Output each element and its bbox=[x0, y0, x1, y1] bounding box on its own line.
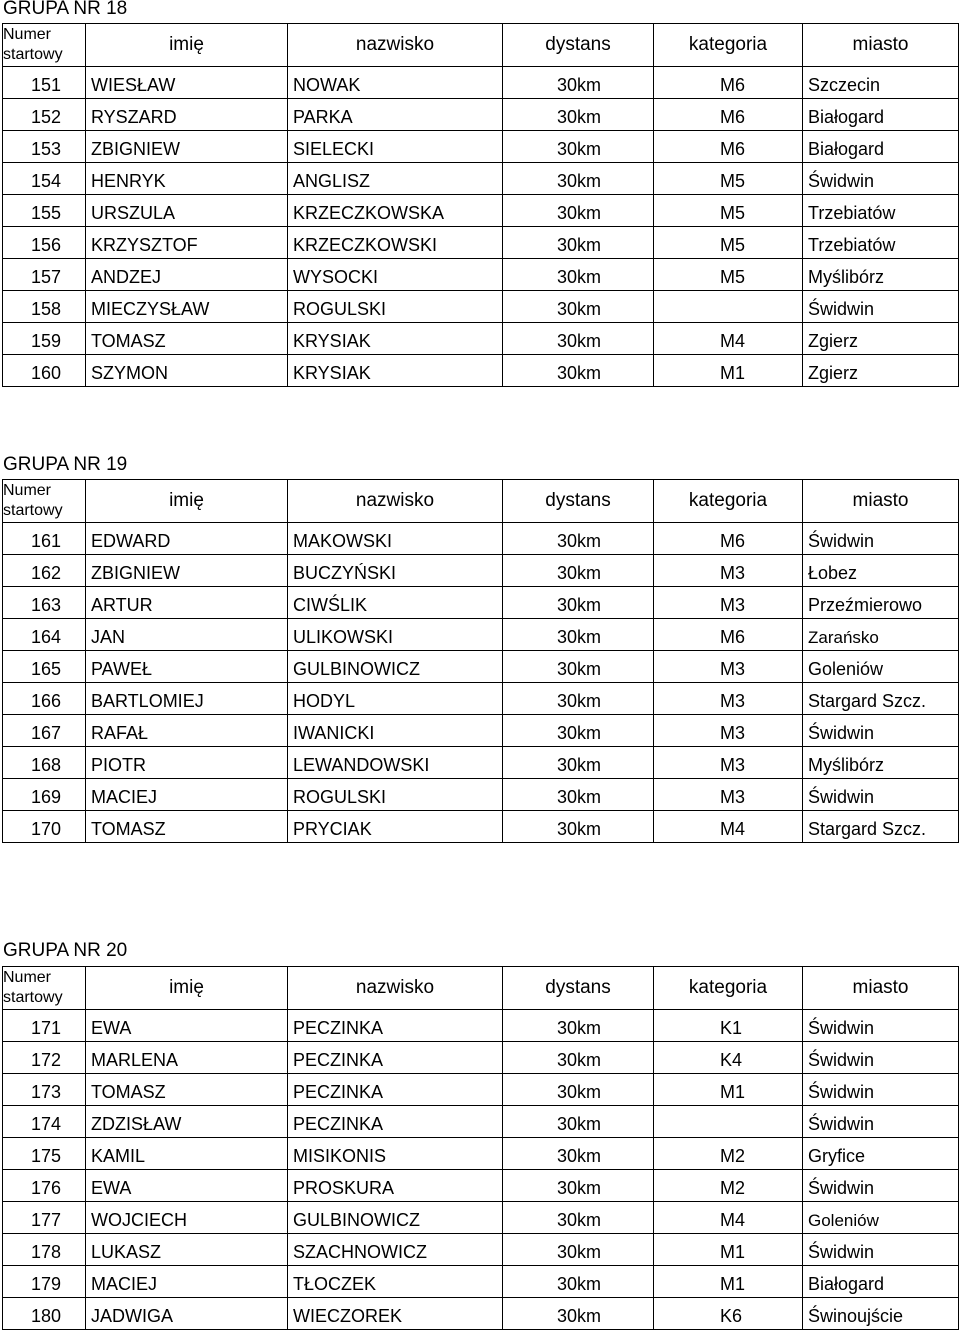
first-name-cell: ZBIGNIEW bbox=[86, 131, 288, 163]
first-name-cell: WOJCIECH bbox=[86, 1202, 288, 1234]
header-row bbox=[3, 967, 959, 1010]
start-number-cell: 152 bbox=[3, 99, 86, 131]
city-cell: Świdwin bbox=[803, 1234, 959, 1266]
first-name-cell: KRZYSZTOF bbox=[86, 227, 288, 259]
first-name-cell: TOMASZ bbox=[86, 811, 288, 843]
start-number-cell: 153 bbox=[3, 131, 86, 163]
header-row bbox=[3, 24, 959, 67]
distance-cell: 30km bbox=[503, 523, 654, 555]
first-name-cell: LUKASZ bbox=[86, 1234, 288, 1266]
header-start-number bbox=[3, 967, 86, 1010]
header-start-number bbox=[3, 480, 86, 523]
city-cell: Stargard Szcz. bbox=[803, 683, 959, 715]
category-cell: K6 bbox=[654, 1298, 803, 1330]
category-cell: M3 bbox=[654, 683, 803, 715]
first-name-cell: ARTUR bbox=[86, 587, 288, 619]
last-name-cell: MISIKONIS bbox=[288, 1138, 503, 1170]
header-start-number-line2: startowy bbox=[3, 989, 63, 1006]
header-last-name: nazwisko bbox=[288, 967, 503, 1010]
table-row bbox=[3, 1042, 959, 1074]
first-name-cell: RYSZARD bbox=[86, 99, 288, 131]
first-name-cell: ZDZISŁAW bbox=[86, 1106, 288, 1138]
last-name-cell: KRYSIAK bbox=[288, 323, 503, 355]
city-cell: Białogard bbox=[803, 99, 959, 131]
category-cell: M6 bbox=[654, 523, 803, 555]
table-row bbox=[3, 1138, 959, 1170]
header-start-number bbox=[3, 24, 86, 67]
header-last-name: nazwisko bbox=[288, 24, 503, 67]
table-row bbox=[3, 1010, 959, 1042]
table-row bbox=[3, 1202, 959, 1234]
city-cell: Białogard bbox=[803, 131, 959, 163]
table-row bbox=[3, 291, 959, 323]
category-cell: M6 bbox=[654, 67, 803, 99]
city-cell: Gryfice bbox=[803, 1138, 959, 1170]
last-name-cell: GULBINOWICZ bbox=[288, 651, 503, 683]
category-cell bbox=[654, 1106, 803, 1138]
first-name-cell: WIESŁAW bbox=[86, 67, 288, 99]
start-number-cell: 175 bbox=[3, 1138, 86, 1170]
group-title: GRUPA NR 18 bbox=[3, 0, 128, 19]
start-number-cell: 178 bbox=[3, 1234, 86, 1266]
table-row bbox=[3, 779, 959, 811]
last-name-cell: PARKA bbox=[288, 99, 503, 131]
category-cell: M4 bbox=[654, 323, 803, 355]
start-number-cell: 179 bbox=[3, 1266, 86, 1298]
first-name-cell: ANDZEJ bbox=[86, 259, 288, 291]
category-cell: M1 bbox=[654, 1074, 803, 1106]
category-cell: M5 bbox=[654, 195, 803, 227]
first-name-cell: MACIEJ bbox=[86, 779, 288, 811]
first-name-cell: EDWARD bbox=[86, 523, 288, 555]
last-name-cell: PECZINKA bbox=[288, 1010, 503, 1042]
city-cell: Świdwin bbox=[803, 1170, 959, 1202]
first-name-cell: BARTLOMIEJ bbox=[86, 683, 288, 715]
city-cell: Świdwin bbox=[803, 163, 959, 195]
start-number-cell: 177 bbox=[3, 1202, 86, 1234]
distance-cell: 30km bbox=[503, 1266, 654, 1298]
header-distance: dystans bbox=[503, 24, 654, 67]
last-name-cell: KRZECZKOWSKI bbox=[288, 227, 503, 259]
last-name-cell: BUCZYŃSKI bbox=[288, 555, 503, 587]
city-cell: Myślibórz bbox=[803, 259, 959, 291]
city-cell: Świdwin bbox=[803, 523, 959, 555]
table-row bbox=[3, 1170, 959, 1202]
start-number-cell: 151 bbox=[3, 67, 86, 99]
city-cell: Zgierz bbox=[803, 355, 959, 387]
table-row bbox=[3, 1266, 959, 1298]
group-title: GRUPA NR 19 bbox=[3, 454, 128, 475]
last-name-cell: NOWAK bbox=[288, 67, 503, 99]
distance-cell: 30km bbox=[503, 715, 654, 747]
first-name-cell: SZYMON bbox=[86, 355, 288, 387]
table-row bbox=[3, 587, 959, 619]
table-row bbox=[3, 67, 959, 99]
city-cell: Przeźmierowo bbox=[803, 587, 959, 619]
header-first-name: imię bbox=[86, 24, 288, 67]
table-row bbox=[3, 227, 959, 259]
distance-cell: 30km bbox=[503, 1298, 654, 1330]
city-cell: Łobez bbox=[803, 555, 959, 587]
start-number-cell: 168 bbox=[3, 747, 86, 779]
start-number-cell: 161 bbox=[3, 523, 86, 555]
first-name-cell: TOMASZ bbox=[86, 1074, 288, 1106]
roster-table bbox=[2, 479, 959, 843]
city-cell: Świdwin bbox=[803, 1074, 959, 1106]
first-name-cell: TOMASZ bbox=[86, 323, 288, 355]
city-cell: Myślibórz bbox=[803, 747, 959, 779]
roster-table bbox=[2, 23, 959, 387]
city-cell: Zarańsko bbox=[803, 619, 959, 651]
header-category: kategoria bbox=[654, 480, 803, 523]
header-row bbox=[3, 480, 959, 523]
start-number-cell: 172 bbox=[3, 1042, 86, 1074]
distance-cell: 30km bbox=[503, 555, 654, 587]
table-row bbox=[3, 195, 959, 227]
category-cell bbox=[654, 291, 803, 323]
start-number-cell: 165 bbox=[3, 651, 86, 683]
category-cell: M1 bbox=[654, 1234, 803, 1266]
roster-table bbox=[2, 966, 959, 1330]
city-cell: Świdwin bbox=[803, 715, 959, 747]
start-number-cell: 156 bbox=[3, 227, 86, 259]
table-row bbox=[3, 131, 959, 163]
header-city: miasto bbox=[803, 24, 959, 67]
distance-cell: 30km bbox=[503, 683, 654, 715]
category-cell: M3 bbox=[654, 747, 803, 779]
header-distance: dystans bbox=[503, 480, 654, 523]
start-number-cell: 173 bbox=[3, 1074, 86, 1106]
start-number-cell: 171 bbox=[3, 1010, 86, 1042]
distance-cell: 30km bbox=[503, 1106, 654, 1138]
city-cell: Białogard bbox=[803, 1266, 959, 1298]
last-name-cell: PRYCIAK bbox=[288, 811, 503, 843]
distance-cell: 30km bbox=[503, 1010, 654, 1042]
category-cell: M2 bbox=[654, 1138, 803, 1170]
city-cell: Stargard Szcz. bbox=[803, 811, 959, 843]
city-cell: Goleniów bbox=[803, 651, 959, 683]
start-number-cell: 159 bbox=[3, 323, 86, 355]
first-name-cell: HENRYK bbox=[86, 163, 288, 195]
distance-cell: 30km bbox=[503, 323, 654, 355]
distance-cell: 30km bbox=[503, 355, 654, 387]
table-row bbox=[3, 715, 959, 747]
start-number-cell: 154 bbox=[3, 163, 86, 195]
distance-cell: 30km bbox=[503, 195, 654, 227]
category-cell: M4 bbox=[654, 1202, 803, 1234]
distance-cell: 30km bbox=[503, 163, 654, 195]
start-number-cell: 163 bbox=[3, 587, 86, 619]
first-name-cell: RAFAŁ bbox=[86, 715, 288, 747]
last-name-cell: PROSKURA bbox=[288, 1170, 503, 1202]
table-row bbox=[3, 1234, 959, 1266]
category-cell: M5 bbox=[654, 227, 803, 259]
category-cell: M6 bbox=[654, 131, 803, 163]
header-start-number-line1: Numer bbox=[3, 969, 52, 986]
city-cell: Szczecin bbox=[803, 67, 959, 99]
category-cell: M3 bbox=[654, 587, 803, 619]
last-name-cell: PECZINKA bbox=[288, 1106, 503, 1138]
first-name-cell: EWA bbox=[86, 1170, 288, 1202]
header-distance: dystans bbox=[503, 967, 654, 1010]
first-name-cell: ZBIGNIEW bbox=[86, 555, 288, 587]
table-row bbox=[3, 683, 959, 715]
last-name-cell: ANGLISZ bbox=[288, 163, 503, 195]
distance-cell: 30km bbox=[503, 651, 654, 683]
start-number-cell: 164 bbox=[3, 619, 86, 651]
start-number-cell: 174 bbox=[3, 1106, 86, 1138]
city-cell: Świnoujście bbox=[803, 1298, 959, 1330]
last-name-cell: ROGULSKI bbox=[288, 779, 503, 811]
last-name-cell: WIECZOREK bbox=[288, 1298, 503, 1330]
category-cell: M6 bbox=[654, 99, 803, 131]
start-number-cell: 176 bbox=[3, 1170, 86, 1202]
header-start-number-line2: startowy bbox=[3, 46, 63, 63]
distance-cell: 30km bbox=[503, 67, 654, 99]
first-name-cell: KAMIL bbox=[86, 1138, 288, 1170]
last-name-cell: KRYSIAK bbox=[288, 355, 503, 387]
last-name-cell: PECZINKA bbox=[288, 1074, 503, 1106]
header-category: kategoria bbox=[654, 24, 803, 67]
table-row bbox=[3, 1074, 959, 1106]
group-title: GRUPA NR 20 bbox=[3, 940, 128, 961]
city-cell: Trzebiatów bbox=[803, 227, 959, 259]
table-row bbox=[3, 1106, 959, 1138]
category-cell: K4 bbox=[654, 1042, 803, 1074]
last-name-cell: TŁOCZEK bbox=[288, 1266, 503, 1298]
distance-cell: 30km bbox=[503, 1138, 654, 1170]
first-name-cell: PIOTR bbox=[86, 747, 288, 779]
table-row bbox=[3, 1298, 959, 1330]
last-name-cell: LEWANDOWSKI bbox=[288, 747, 503, 779]
distance-cell: 30km bbox=[503, 619, 654, 651]
distance-cell: 30km bbox=[503, 1202, 654, 1234]
first-name-cell: MIECZYSŁAW bbox=[86, 291, 288, 323]
distance-cell: 30km bbox=[503, 1234, 654, 1266]
table-row bbox=[3, 99, 959, 131]
first-name-cell: MARLENA bbox=[86, 1042, 288, 1074]
header-city: miasto bbox=[803, 480, 959, 523]
header-last-name: nazwisko bbox=[288, 480, 503, 523]
table-row bbox=[3, 619, 959, 651]
start-number-cell: 167 bbox=[3, 715, 86, 747]
table-row bbox=[3, 651, 959, 683]
city-cell: Goleniów bbox=[803, 1202, 959, 1234]
distance-cell: 30km bbox=[503, 587, 654, 619]
category-cell: M2 bbox=[654, 1170, 803, 1202]
category-cell: M5 bbox=[654, 259, 803, 291]
distance-cell: 30km bbox=[503, 227, 654, 259]
start-number-cell: 180 bbox=[3, 1298, 86, 1330]
last-name-cell: PECZINKA bbox=[288, 1042, 503, 1074]
table-row bbox=[3, 811, 959, 843]
roster-body bbox=[3, 67, 959, 387]
first-name-cell: JAN bbox=[86, 619, 288, 651]
category-cell: M3 bbox=[654, 651, 803, 683]
distance-cell: 30km bbox=[503, 259, 654, 291]
header-start-number-line1: Numer bbox=[3, 26, 52, 43]
distance-cell: 30km bbox=[503, 811, 654, 843]
city-cell: Trzebiatów bbox=[803, 195, 959, 227]
last-name-cell: ULIKOWSKI bbox=[288, 619, 503, 651]
city-cell: Zgierz bbox=[803, 323, 959, 355]
city-cell: Świdwin bbox=[803, 779, 959, 811]
table-row bbox=[3, 163, 959, 195]
last-name-cell: MAKOWSKI bbox=[288, 523, 503, 555]
city-cell: Świdwin bbox=[803, 1010, 959, 1042]
city-cell: Świdwin bbox=[803, 1106, 959, 1138]
roster-body bbox=[3, 523, 959, 843]
city-cell: Świdwin bbox=[803, 1042, 959, 1074]
header-first-name: imię bbox=[86, 967, 288, 1010]
start-number-cell: 157 bbox=[3, 259, 86, 291]
last-name-cell: KRZECZKOWSKA bbox=[288, 195, 503, 227]
distance-cell: 30km bbox=[503, 131, 654, 163]
start-number-cell: 162 bbox=[3, 555, 86, 587]
category-cell: M1 bbox=[654, 1266, 803, 1298]
last-name-cell: IWANICKI bbox=[288, 715, 503, 747]
category-cell: M6 bbox=[654, 619, 803, 651]
category-cell: M4 bbox=[654, 811, 803, 843]
distance-cell: 30km bbox=[503, 1170, 654, 1202]
header-category: kategoria bbox=[654, 967, 803, 1010]
table-row bbox=[3, 323, 959, 355]
last-name-cell: SIELECKI bbox=[288, 131, 503, 163]
start-number-cell: 158 bbox=[3, 291, 86, 323]
last-name-cell: GULBINOWICZ bbox=[288, 1202, 503, 1234]
table-row bbox=[3, 259, 959, 291]
first-name-cell: JADWIGA bbox=[86, 1298, 288, 1330]
table-row bbox=[3, 355, 959, 387]
category-cell: M1 bbox=[654, 355, 803, 387]
last-name-cell: SZACHNOWICZ bbox=[288, 1234, 503, 1266]
distance-cell: 30km bbox=[503, 747, 654, 779]
distance-cell: 30km bbox=[503, 291, 654, 323]
header-start-number-line1: Numer bbox=[3, 482, 52, 499]
distance-cell: 30km bbox=[503, 779, 654, 811]
category-cell: K1 bbox=[654, 1010, 803, 1042]
first-name-cell: EWA bbox=[86, 1010, 288, 1042]
first-name-cell: MACIEJ bbox=[86, 1266, 288, 1298]
start-number-cell: 170 bbox=[3, 811, 86, 843]
distance-cell: 30km bbox=[503, 1074, 654, 1106]
category-cell: M3 bbox=[654, 715, 803, 747]
start-number-cell: 160 bbox=[3, 355, 86, 387]
table-row bbox=[3, 523, 959, 555]
first-name-cell: PAWEŁ bbox=[86, 651, 288, 683]
start-number-cell: 155 bbox=[3, 195, 86, 227]
header-start-number-line2: startowy bbox=[3, 502, 63, 519]
last-name-cell: ROGULSKI bbox=[288, 291, 503, 323]
last-name-cell: HODYL bbox=[288, 683, 503, 715]
category-cell: M5 bbox=[654, 163, 803, 195]
header-city: miasto bbox=[803, 967, 959, 1010]
first-name-cell: URSZULA bbox=[86, 195, 288, 227]
distance-cell: 30km bbox=[503, 99, 654, 131]
city-cell: Świdwin bbox=[803, 291, 959, 323]
table-row bbox=[3, 555, 959, 587]
table-row bbox=[3, 747, 959, 779]
header-first-name: imię bbox=[86, 480, 288, 523]
distance-cell: 30km bbox=[503, 1042, 654, 1074]
last-name-cell: WYSOCKI bbox=[288, 259, 503, 291]
category-cell: M3 bbox=[654, 555, 803, 587]
category-cell: M3 bbox=[654, 779, 803, 811]
start-number-cell: 169 bbox=[3, 779, 86, 811]
last-name-cell: CIWŚLIK bbox=[288, 587, 503, 619]
roster-body bbox=[3, 1010, 959, 1330]
start-number-cell: 166 bbox=[3, 683, 86, 715]
